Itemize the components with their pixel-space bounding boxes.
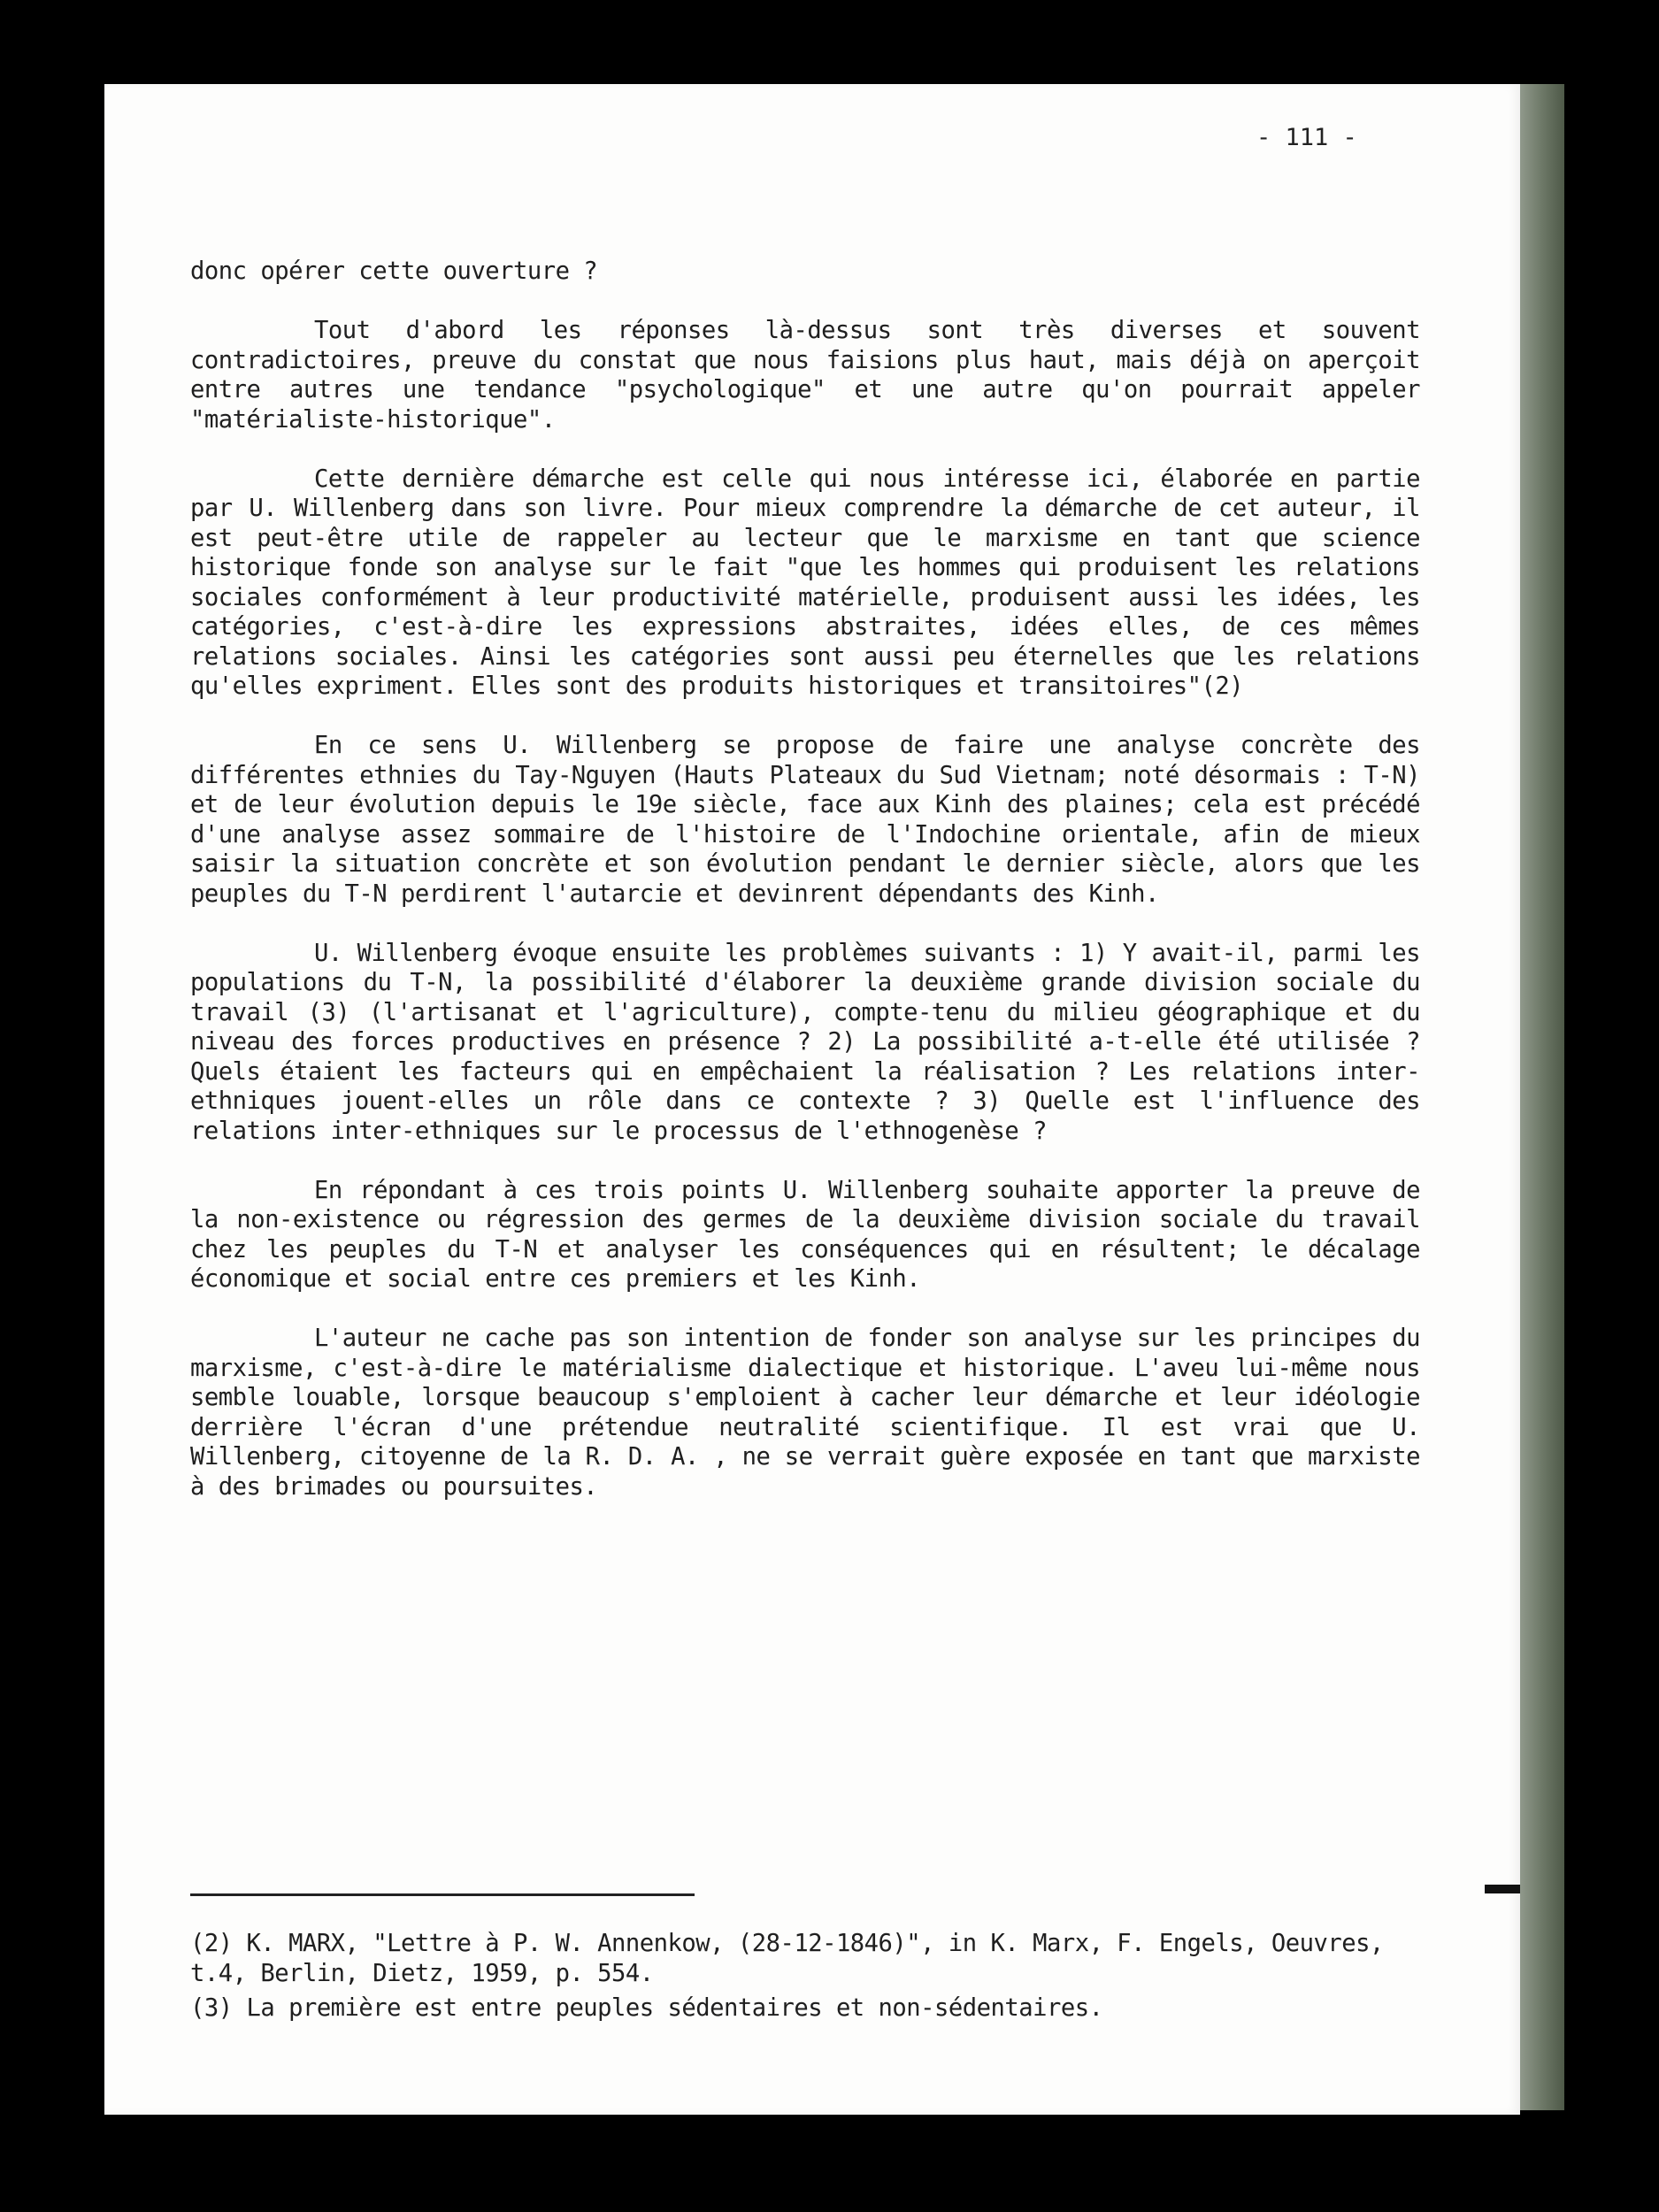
paragraph-1: donc opérer cette ouverture ? [190, 257, 598, 285]
paragraph-3: Cette dernière démarche est celle qui nous intéresse ici, élaborée en partie par U. Willenberg dans son livre. Pour mieux comprendre la démarche de cet auteur, il est peut-être utile de rappeler au lecteur que le marxisme en tant que science historique fonde son analyse sur le fait "que les hommes qui produisent les relations sociales conformément à leur productivité matérielle, produisent aussi les idées, les catégories, c'est-à-dire les expressions abstraites, idées elles, de ces mêmes relations sociales. Ainsi les catégories sont aussi peu éternelles que les relations qu'elles expriment. Elles sont des produits historiques et transitoires"(2) [190, 465, 1420, 700]
footnote-3: (3) La première est entre peuples sédentaires et non-sédentaires. [190, 1994, 1103, 2022]
body-text [190, 257, 1420, 1532]
paragraph-6: En répondant à ces trois points U. Willenberg souhaite apporter la preuve de la non-existence ou régression des germes de la deuxième division sociale du travail chez les peuples du T-N et analyser les conséquences qui en résultent; le décalage économique et social entre ces premiers et les Kinh. [190, 1176, 1420, 1293]
paragraph-4: En ce sens U. Willenberg se propose de faire une analyse concrète des différentes ethnies du Tay-Nguyen (Hauts Plateaux du Sud Vietnam; noté désormais : T-N) et de leur évolution depuis le 19e siècle, face aux Kinh des plaines; cela est précédé d'une analyse assez sommaire de l'histoire de l'Indochine orientale, afin de mieux saisir la situation concrète et son évolution pendant le dernier siècle, alors que les peuples du T-N perdirent l'autarcie et devinrent dépendants des Kinh. [190, 732, 1420, 908]
paragraph-7: L'auteur ne cache pas son intention de fonder son analyse sur les principes du marxisme, c'est-à-dire le matérialisme dialectique et historique. L'aveu lui-même nous semble louable, lorsque beaucoup s'emploient à cacher leur démarche et leur idéologie derrière l'écran d'une prétendue neutralité scientifique. Il est vrai que U. Willenberg, citoyenne de la R. D. A. , ne se verrait guère exposée en tant que marxiste à des brimades ou poursuites. [190, 1325, 1420, 1501]
footnote-divider [190, 1893, 695, 1896]
footnote-2: (2) K. MARX, "Lettre à P. W. Annenkow, (28-12-1846)", in K. Marx, F. Engels, Oeuvres, t.4, Berlin, Dietz, 1959, p. 554. [190, 1930, 1384, 1987]
paragraph-5: U. Willenberg évoque ensuite les problèmes suivants : 1) Y avait-il, parmi les populations du T-N, la possibilité d'élaborer la deuxième grande division sociale du travail (3) (l'artisanat et l'agriculture), compte-tenu du milieu géographique et du niveau des forces productives en présence ? 2) La possibilité a-t-elle été utilisée ? Quels étaient les facteurs qui en empêchaient la réalisation ? Les relations inter-ethniques jouent-elles un rôle dans ce contexte ? 3) Quelle est l'influence des relations inter-ethniques sur le processus de l'ethnogenèse ? [190, 939, 1420, 1145]
page-number: - 111 - [1256, 124, 1357, 151]
paragraph-2: Tout d'abord les réponses là-dessus sont très diverses et souvent contradictoires, preuve du constat que nous faisions plus haut, mais déjà on aperçoit entre autres une tendance "psychologique" et une autre qu'on pourrait appeler "matérialiste-historique". [190, 317, 1420, 434]
footnotes [190, 1929, 1429, 2029]
margin-mark [1485, 1885, 1520, 1893]
